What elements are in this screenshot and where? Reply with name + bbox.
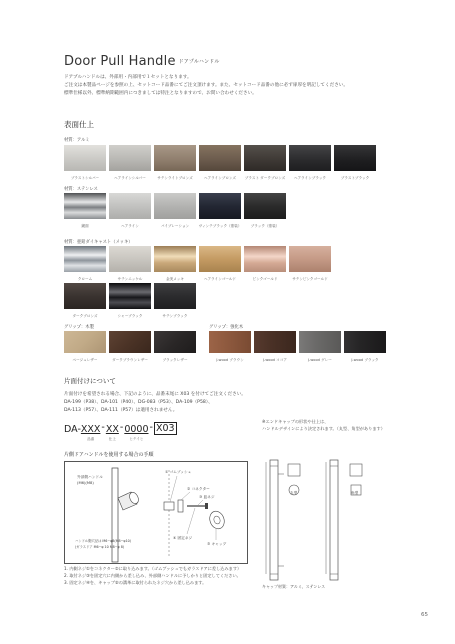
swatch-image <box>154 145 196 171</box>
swatch-image <box>199 193 241 219</box>
procedure-heading: 片側ドアハンドルを使用する場合の手順 <box>64 452 154 458</box>
swatch <box>154 193 196 229</box>
swatch <box>154 145 196 181</box>
code-dash: - <box>101 422 105 433</box>
code-caption: 仕上 <box>108 437 116 441</box>
group-label-grip-wood: グリップ：木製 <box>64 325 94 330</box>
swatch-label: J-wood ブラウン <box>216 358 244 362</box>
swatch-label: J-wood グレー <box>308 358 332 362</box>
cap-front-square <box>288 464 300 476</box>
code-segment <box>64 424 81 442</box>
swatch <box>109 246 151 282</box>
swatch-image <box>154 193 196 219</box>
code-finish: XX <box>105 424 119 435</box>
step-item: 2. 取付ネジ③を固定穴に内側から差し込み、外部側ハンドルに予しかりと固定してください。 <box>64 573 241 578</box>
swatch <box>64 193 106 229</box>
code-dash: - <box>149 422 153 433</box>
label-thread-note-2: (ガラスドア M6~φ 10 M8~φ 8) <box>75 545 125 549</box>
label-spacer: ① ゴムブッシュ <box>165 470 192 474</box>
step-item: 1. 内側ネジ①をコネクター②に取り込みます。（ゴムブッシュでもガラスドアに差し込みます） <box>64 566 242 571</box>
label-screw: ④ 固定ネジ <box>173 536 193 540</box>
swatch-label: シャーブラック <box>117 314 143 318</box>
finishes-heading: 表面仕上 <box>64 120 94 129</box>
note-line: ※エンドキャップの形状や仕上は、 <box>262 419 329 424</box>
swatch-label: ヴィンテブラック（塗装） <box>198 224 242 228</box>
swatch-image <box>109 283 151 309</box>
swatch-image <box>334 145 376 171</box>
swatch <box>209 331 251 363</box>
swatch-label: ヘアラインゴールド <box>203 277 237 281</box>
code-caption: 品番 <box>87 437 95 441</box>
swatch-label: J-wood ブラック <box>351 358 379 362</box>
installation-diagram <box>64 461 248 564</box>
code-dash: - <box>119 422 124 433</box>
swatch-image <box>64 246 106 272</box>
swatch <box>289 145 331 181</box>
cap <box>207 509 226 531</box>
code-segment <box>154 422 177 442</box>
swatch-image <box>289 246 331 272</box>
swatch-label: ブラストシルバー <box>70 176 100 180</box>
label-handle: 外部側ハンドル <box>77 475 103 479</box>
swatch <box>109 331 151 363</box>
swatch <box>344 331 386 363</box>
swatch-label: ヘアラインシルバー <box>114 176 146 180</box>
screw-head <box>205 503 208 509</box>
bushing <box>164 502 174 510</box>
swatch-image <box>64 283 106 309</box>
swatch-label: J-wood ココア <box>263 358 287 362</box>
swatch-image <box>199 145 241 171</box>
swatch-label: ブラックレザー <box>162 358 188 362</box>
mounting-heading: 片面付けについて <box>64 377 116 385</box>
label-handle-sub: (M6)(M8) <box>77 481 94 485</box>
swatch-label: バイブレーション <box>160 224 190 228</box>
swatch-image <box>64 331 106 353</box>
swatch <box>244 145 286 181</box>
step-item: 3. 固定ネジ④を、キャップ⑤の溝革に取付られたネジ穴から差し込みます。 <box>64 580 207 585</box>
swatch-label: ブラック（塗装） <box>250 224 280 228</box>
swatch-image <box>244 246 286 272</box>
intro-text <box>64 74 394 97</box>
title-text: Door Pull Handle <box>64 54 176 69</box>
swatch <box>244 193 286 229</box>
connector <box>178 500 183 512</box>
swatch-image <box>209 331 251 353</box>
swatch <box>299 331 341 363</box>
handle-side-view <box>270 460 278 580</box>
swatch-label: 鏡面 <box>81 224 89 228</box>
swatch <box>334 145 376 181</box>
swatch-image <box>344 331 386 353</box>
swatch-image <box>199 246 241 272</box>
title-japanese: ドアプルハンドル <box>178 59 220 65</box>
code-caption: ヒテイヒ <box>129 437 144 441</box>
swatch-image <box>109 331 151 353</box>
swatch-label: ブラストブラック <box>340 176 370 180</box>
swatch-image <box>289 145 331 171</box>
swatch <box>254 331 296 363</box>
swatch-image <box>299 331 341 353</box>
swatch-label: サテンブラック <box>162 314 188 318</box>
mounting-line: 片面付けを希望される場合、下記のように、品番末尾に X03 を付けてご注文ください。 <box>64 392 246 397</box>
mounting-text <box>64 391 424 414</box>
swatch <box>154 246 196 282</box>
endcap-note <box>262 418 385 432</box>
code-single-side: X03 <box>155 423 175 434</box>
swatch-image <box>244 193 286 219</box>
swatch <box>199 145 241 181</box>
swatch-row-grip-composite <box>209 331 386 363</box>
group-label-grip-composite: グリップ：強化木 <box>209 325 244 330</box>
cap-material-note: キャップ材質：アルミ、ステンレス <box>262 584 326 589</box>
swatch-image <box>254 331 296 353</box>
group-label-aluminium: 材質：アルミ <box>64 138 90 143</box>
swatch <box>199 193 241 229</box>
swatch-label: サテンライトブロンズ <box>157 176 193 180</box>
swatch <box>64 331 106 363</box>
swatch-image <box>109 246 151 272</box>
label-cap: ⑤ キャップ <box>207 542 227 546</box>
order-code <box>64 422 177 442</box>
swatch <box>64 246 106 282</box>
swatch-row-zinc-dark <box>64 283 196 319</box>
cap-front-square <box>350 464 362 476</box>
swatch <box>244 246 286 282</box>
swatch <box>199 246 241 282</box>
group-label-stainless: 材質：ステンレス <box>64 187 98 192</box>
code-prefix: DA- <box>64 424 81 435</box>
swatch-label: サテンピンクゴールド <box>292 277 328 281</box>
label-washer: ③ 皿ネジ <box>199 495 215 499</box>
group-label-zinc: 材質：亜鉛ダイキャスト（メッキ） <box>64 240 133 245</box>
mounting-line: DA-113（P57）、DA-111（P57）は適用されません。 <box>64 407 178 413</box>
procedure-steps <box>64 565 254 586</box>
code-segment <box>124 424 148 442</box>
code-segment <box>81 424 101 442</box>
swatch-label: ピンクゴールド <box>252 277 278 281</box>
swatch-label: ブラスト ダークブロンズ <box>244 176 286 180</box>
intro-line: 標準仕様以外、標準納期範囲内につきましては特注となりますので、お問い合わせください。 <box>64 90 257 96</box>
handle-side-view <box>330 460 338 580</box>
swatch-label: 金美メッキ <box>166 277 184 281</box>
swatch-label: クローム <box>77 277 93 281</box>
label-thread-note-1: ハンドル側穴径は M6~φ8(M8~φ10) <box>75 539 132 543</box>
leader-line <box>187 508 195 534</box>
caption-square: 角型 <box>351 491 359 495</box>
swatch-label: ベージュレザー <box>72 358 98 362</box>
swatch <box>289 246 331 282</box>
swatch-row-grip-wood <box>64 331 196 363</box>
code-segment <box>106 424 119 442</box>
swatch-label: ダークブラウンレザー <box>112 358 148 362</box>
swatch <box>64 145 106 181</box>
swatch <box>64 283 106 319</box>
intro-line: ご注文は本製品ページを参照の上、セットコード品番にてご注文頂けます。また、セットコード品番の他に必ず扉厚を明記してください。 <box>64 82 348 88</box>
code-part-number: XXX <box>80 424 101 435</box>
code-thickness: 0000 <box>124 424 149 435</box>
swatch <box>109 193 151 229</box>
swatch-image <box>154 246 196 272</box>
swatch <box>154 331 196 363</box>
swatch-label: ヘアライン <box>121 224 139 228</box>
label-connector: ② コネクター <box>187 487 210 491</box>
caption-round: 丸型 <box>290 491 298 495</box>
leader-line <box>170 476 177 502</box>
endcap-square-drawing <box>320 456 400 586</box>
swatch <box>109 283 151 319</box>
swatch <box>154 283 196 319</box>
swatch-row-stainless <box>64 193 286 229</box>
swatch-image <box>244 145 286 171</box>
swatch-label: ダークブロンズ <box>72 314 98 318</box>
swatch-label: ヘアラインブラック <box>293 176 327 180</box>
leader-line <box>197 500 203 506</box>
page-title <box>64 54 220 69</box>
leader-line <box>181 492 190 500</box>
swatch-image <box>154 331 196 353</box>
swatch-image <box>64 145 106 171</box>
mounting-line: DA-199（P38）、DA-101（P40）、DG-083（P53）、DA-109（P58）、 <box>64 399 213 405</box>
swatch-label: サテンニッケル <box>117 277 143 281</box>
swatch-image <box>64 193 106 219</box>
swatch-image <box>154 283 196 309</box>
page-number: 65 <box>421 612 428 618</box>
note-line: ハンドルデザインにより決定されます。（丸型、角型があります） <box>262 426 385 431</box>
swatch-image <box>109 145 151 171</box>
intro-line: ドアプルハンドルは、外部用・内部用で１セットとなります。 <box>64 75 192 80</box>
swatch-label: ヘアラインブロンズ <box>203 176 237 180</box>
swatch-row-zinc <box>64 246 331 282</box>
swatch-row-aluminium <box>64 145 376 181</box>
swatch <box>109 145 151 181</box>
swatch-image <box>109 193 151 219</box>
